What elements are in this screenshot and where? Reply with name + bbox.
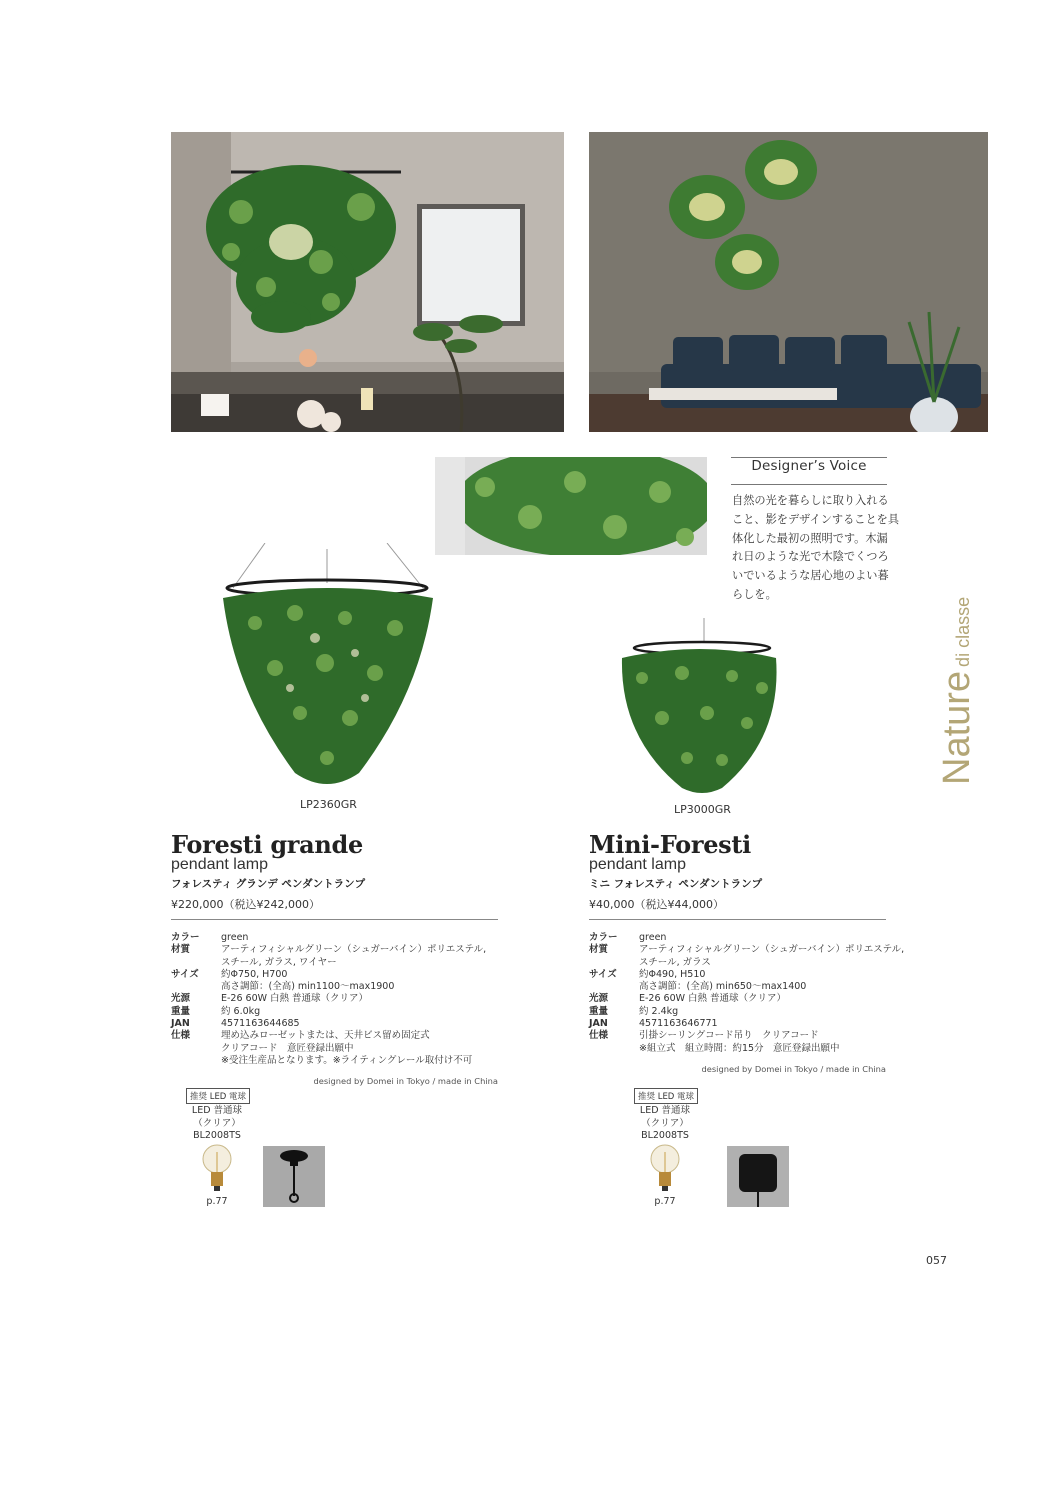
designer-credit: designed by Domei in Tokyo / made in China bbox=[701, 1064, 886, 1074]
product-price: ¥220,000（税込¥242,000） bbox=[171, 898, 320, 911]
spec-key: 材質 bbox=[171, 944, 191, 956]
spec-value: 埋め込みローゼットまたは、天井ビス留め固定式 bbox=[221, 1030, 430, 1042]
spec-key: JAN bbox=[589, 1018, 608, 1030]
spec-row bbox=[589, 993, 904, 1005]
spec-row bbox=[589, 932, 904, 944]
spec-value: 4571163644685 bbox=[221, 1018, 300, 1030]
spec-value: 約Φ750, H700 bbox=[221, 968, 288, 980]
spec-value: 4571163646771 bbox=[639, 1018, 718, 1030]
spec-key: カラー bbox=[171, 932, 200, 943]
product-name: Foresti grande bbox=[171, 830, 363, 859]
led-bulb-info bbox=[177, 1105, 257, 1143]
series-name: Nature bbox=[936, 670, 978, 785]
photo-leaf-detail bbox=[435, 457, 707, 555]
spec-value: 約Φ490, H510 bbox=[639, 968, 706, 980]
page-reference: p.77 bbox=[206, 1196, 228, 1207]
spec-row bbox=[589, 1018, 904, 1030]
spec-value: ※組立式 組立時間：約15分 意匠登録出願中 bbox=[639, 1042, 840, 1054]
spec-value: アーティフィシャルグリーン（シュガーバイン）ポリエステル, bbox=[221, 944, 487, 956]
product-name: Mini-Foresti bbox=[589, 830, 751, 859]
spec-row bbox=[171, 1006, 486, 1018]
spec-list bbox=[171, 932, 486, 1067]
spec-row bbox=[589, 1006, 904, 1018]
product-image-foresti-grande bbox=[215, 543, 440, 795]
led-line: LED 普通球 bbox=[191, 1105, 243, 1116]
led-bulb-icon bbox=[200, 1142, 234, 1194]
spec-row bbox=[589, 969, 904, 994]
designers-voice-text bbox=[732, 492, 900, 605]
spec-key: サイズ bbox=[589, 968, 617, 980]
spec-value: E-26 60W 白熱 普通球（クリア） bbox=[221, 993, 369, 1005]
designers-voice-title: Designer’s Voice bbox=[751, 458, 867, 474]
spec-key: 仕様 bbox=[171, 1030, 191, 1042]
spec-value: スチール, ガラス bbox=[639, 956, 711, 968]
spec-value: green bbox=[639, 932, 667, 943]
spec-row bbox=[171, 1030, 486, 1067]
product-image-mini-foresti bbox=[612, 618, 784, 798]
product-price: ¥40,000（税込¥44,000） bbox=[589, 898, 724, 911]
page-number: 057 bbox=[926, 1254, 947, 1267]
ceiling-canopy-icon bbox=[727, 1146, 789, 1207]
led-badge: 推奨 LED 電球 bbox=[634, 1088, 698, 1104]
spec-row bbox=[589, 1030, 904, 1055]
led-badge: 推奨 LED 電球 bbox=[186, 1088, 250, 1104]
series-subname: di classe bbox=[953, 596, 973, 667]
spec-value: green bbox=[221, 932, 249, 943]
spec-value: 高さ調節：(全高) min650〜max1400 bbox=[639, 981, 807, 993]
voice-line: いでいるような居心地のよい暮 bbox=[732, 569, 889, 583]
product-type: pendant lamp bbox=[171, 856, 268, 873]
led-bulb-info bbox=[625, 1105, 705, 1143]
ceiling-rosette-icon bbox=[263, 1146, 325, 1207]
product-type: pendant lamp bbox=[589, 856, 686, 873]
spec-row bbox=[171, 932, 486, 944]
led-line: LED 普通球 bbox=[639, 1105, 691, 1116]
product-divider bbox=[589, 919, 886, 920]
voice-line: こと、影をデザインすることを具 bbox=[732, 512, 900, 526]
spec-key: 材質 bbox=[589, 944, 609, 956]
voice-line: れ日のような光で木陰でくつろ bbox=[732, 550, 889, 564]
spec-key: 光源 bbox=[171, 993, 191, 1005]
product-name-jp: ミニ フォレスティ ペンダントランプ bbox=[589, 878, 763, 890]
photo-dining-room bbox=[171, 132, 564, 432]
designer-credit: designed by Domei in Tokyo / made in China bbox=[313, 1076, 498, 1086]
model-number: LP2360GR bbox=[300, 798, 357, 811]
spec-row bbox=[589, 944, 904, 969]
led-line: BL2008TS bbox=[641, 1130, 689, 1141]
spec-key: サイズ bbox=[171, 968, 199, 980]
spec-value: 約 2.4kg bbox=[639, 1005, 679, 1017]
spec-row bbox=[171, 969, 486, 994]
led-line: BL2008TS bbox=[193, 1130, 241, 1141]
voice-line: 体化した最初の照明です。木漏 bbox=[732, 531, 888, 545]
spec-value: 高さ調節：(全高) min1100〜max1900 bbox=[221, 981, 395, 993]
spec-row bbox=[171, 1018, 486, 1030]
led-line: （クリア） bbox=[641, 1117, 689, 1129]
spec-key: 重量 bbox=[171, 1005, 191, 1017]
spec-value: 約 6.0kg bbox=[221, 1005, 261, 1017]
led-line: （クリア） bbox=[193, 1117, 241, 1129]
series-side-tab bbox=[936, 585, 992, 785]
spec-row bbox=[171, 944, 486, 969]
product-divider bbox=[171, 919, 498, 920]
voice-line: 自然の光を暮らしに取り入れる bbox=[732, 494, 889, 507]
product-name-jp: フォレスティ グランデ ペンダントランプ bbox=[171, 878, 366, 890]
spec-value: ※受注生産品となります。※ライティングレール取付け不可 bbox=[221, 1054, 473, 1066]
model-number: LP3000GR bbox=[674, 803, 731, 816]
spec-value: スチール, ガラス, ワイヤー bbox=[221, 956, 337, 968]
photo-living-room bbox=[589, 132, 988, 432]
voice-bottom-rule bbox=[731, 484, 887, 485]
spec-row bbox=[171, 993, 486, 1005]
spec-value: アーティフィシャルグリーン（シュガーバイン）ポリエステル, bbox=[639, 944, 905, 956]
spec-key: 重量 bbox=[589, 1005, 609, 1017]
spec-key: JAN bbox=[171, 1018, 190, 1030]
spec-value: 引掛シーリングコード吊り クリアコード bbox=[639, 1030, 819, 1042]
spec-value: クリアコード 意匠登録出願中 bbox=[221, 1042, 354, 1054]
voice-line: らしを。 bbox=[732, 587, 777, 601]
spec-key: カラー bbox=[589, 932, 618, 943]
spec-key: 仕様 bbox=[589, 1030, 609, 1042]
spec-list bbox=[589, 932, 904, 1055]
spec-key: 光源 bbox=[589, 993, 609, 1005]
page-reference: p.77 bbox=[654, 1196, 676, 1207]
spec-value: E-26 60W 白熱 普通球（クリア） bbox=[639, 993, 787, 1005]
led-bulb-icon bbox=[648, 1142, 682, 1194]
